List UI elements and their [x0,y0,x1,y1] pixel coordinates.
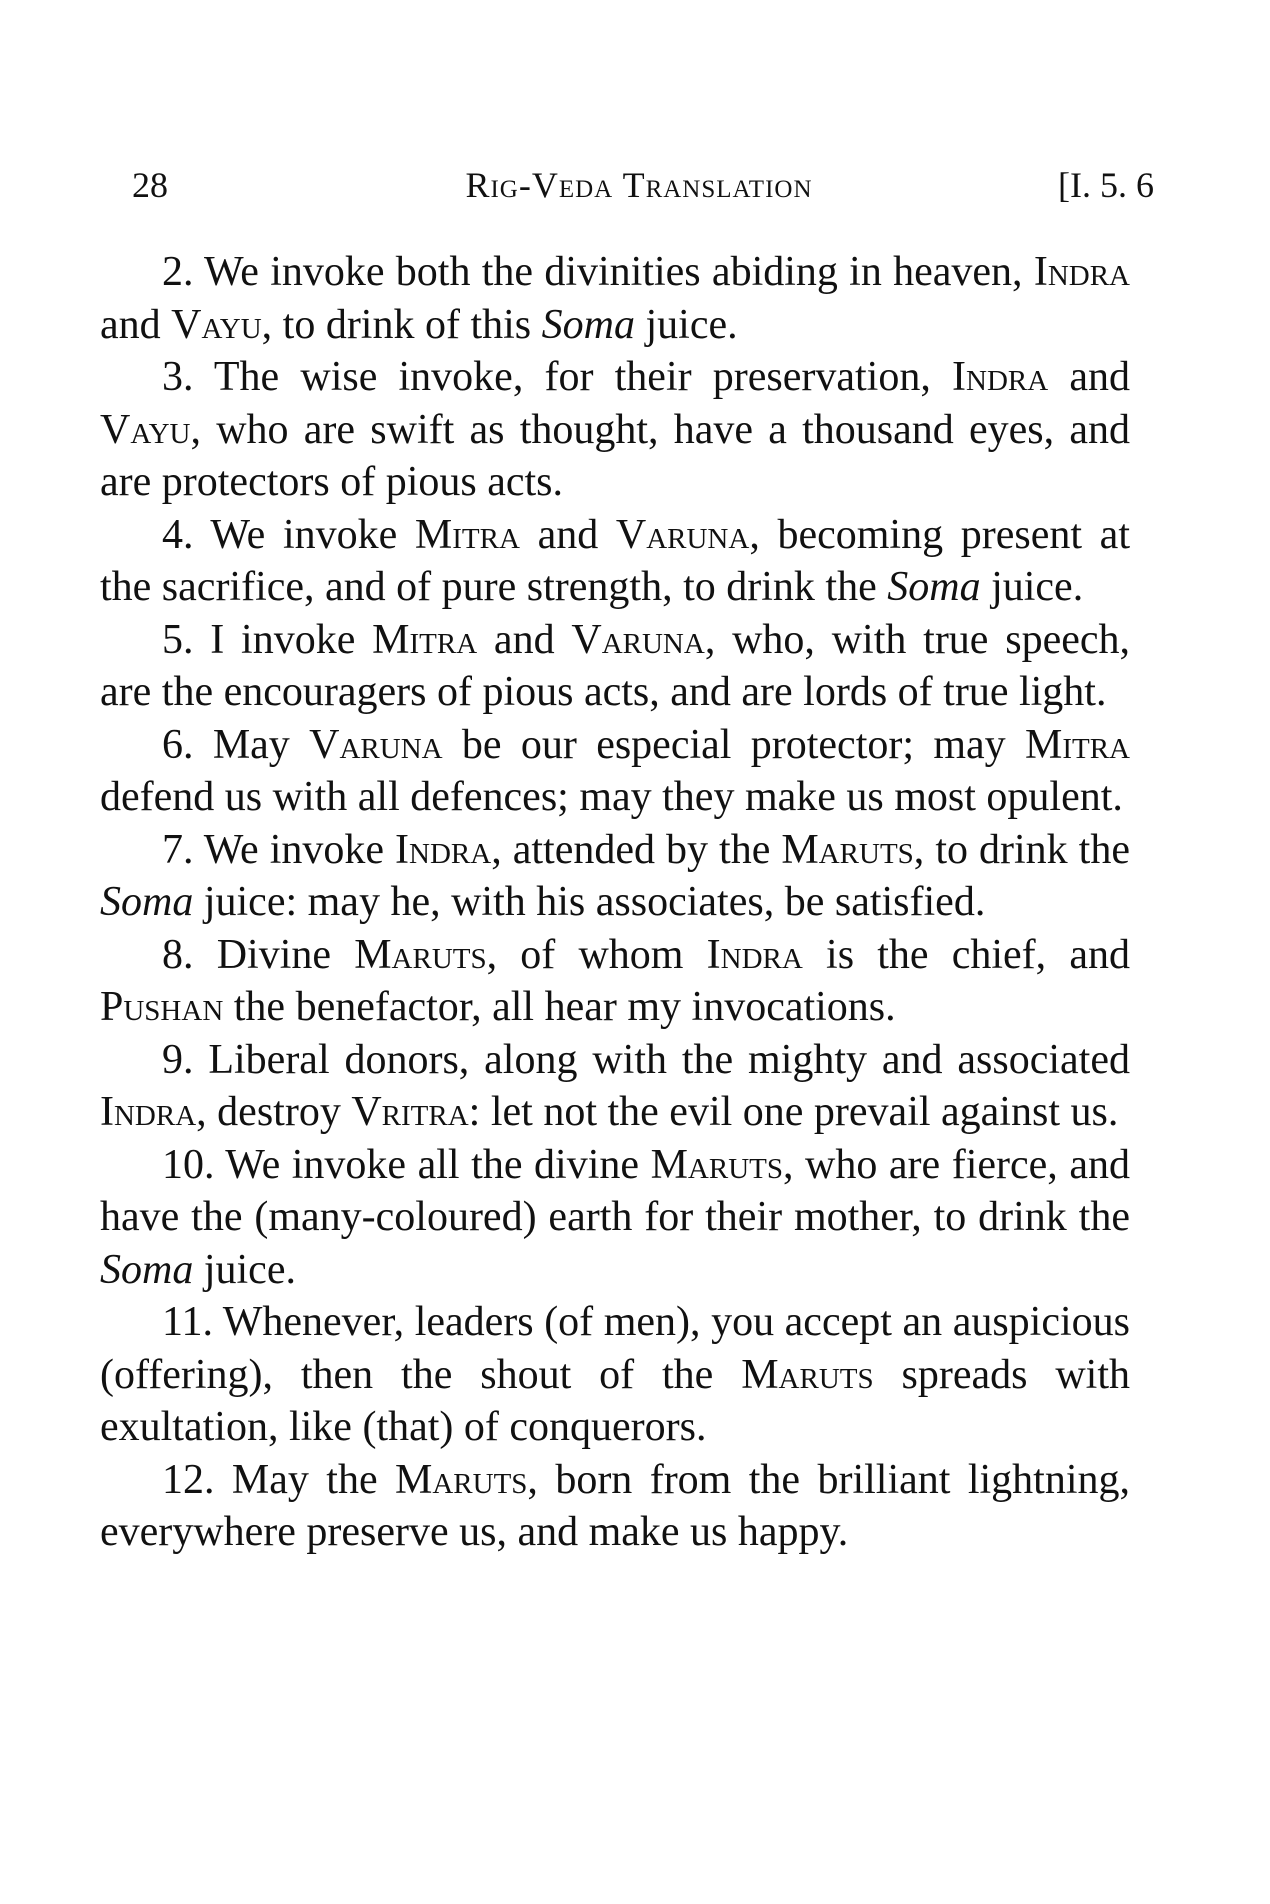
verse-paragraph [100,614,1130,719]
verse-text: 4. We invoke [162,511,415,558]
verse-text: , attended by the [491,826,782,873]
verse-text: 2. We invoke both the divinities abiding in heaven, [162,249,1034,295]
verse-paragraph [100,246,1130,351]
verse-text: , becoming present at the sacrifice, and of pure strength, to drink the [100,511,1130,610]
verse-text: , to drink the [913,826,1130,873]
verse-text: juice. [193,1246,296,1293]
verse-text: : let not the evil one prevail against us. [468,1089,1119,1135]
verse-text: 9. Liberal donors, along with the mighty and associated [162,1036,1130,1083]
deity-name: Mitra [1024,721,1130,768]
page-number: 28 [132,165,168,205]
verse-paragraph [100,1454,1130,1559]
verse-paragraph [100,509,1130,614]
verse-text: 6. May [162,721,310,768]
deity-name: Vritra [351,1089,469,1135]
deity-name: Maruts [354,931,487,978]
verse-paragraph [100,1296,1130,1454]
verse-text: and [100,301,172,348]
italic-term: Soma [887,564,981,610]
verse-text: and [1048,354,1130,400]
verse-paragraph [100,351,1130,509]
verse-text: be our especial protector; may [442,721,1025,768]
verse-text: 10. We invoke all the divine [162,1141,651,1188]
deity-name: Vayu [171,301,262,348]
section-reference: [I. 5. 6 [1058,165,1154,205]
verse-paragraph [100,1139,1130,1297]
deity-name: Indra [100,1089,197,1135]
italic-term: Soma [100,1246,194,1293]
verse-text: , destroy [196,1089,352,1135]
verse-text: and [477,616,572,663]
deity-name: Pushan [100,984,224,1030]
verse-text: juice: may he, with his associates, be satisfied. [193,879,986,925]
verse-text: and [519,511,616,558]
verse-text: , who are fierce, and have the (many-coloured) earth for their mother, to drink the [100,1141,1130,1240]
verse-text: 7. We invoke [162,826,396,873]
deity-name: Maruts [650,1141,783,1188]
verse-text: , born from the brilliant lightning, everywhere preserve us, and make us happy. [100,1456,1131,1555]
deity-name: Vayu [100,406,191,453]
verse-text: 8. Divine [162,931,355,978]
verse-text: spreads with exultation, like (that) of conquerors. [100,1351,1130,1450]
verse-text: is the chief, and [802,931,1130,978]
verse-text: , of whom [486,931,707,978]
verse-text: juice. [635,301,738,348]
verse-text: 5. I invoke [162,616,373,663]
verse-paragraph [100,929,1130,1034]
verse-text: 12. May the [162,1456,395,1503]
verse-paragraph [100,824,1130,929]
deity-name: Maruts [741,1351,874,1398]
deity-name: Indra [1033,249,1130,295]
verse-text: , who, with true speech, are the encouragers of pious acts, and are lords of true light. [100,616,1130,715]
verse-text: , who are swift as thought, have a thousand eyes, and are protectors of pious acts. [100,406,1130,505]
verse-paragraph [100,719,1130,824]
italic-term: Soma [541,301,635,348]
verse-text: 3. The wise invoke, for their preservation, [162,354,953,400]
deity-name: Mitra [372,616,478,663]
deity-name: Maruts [395,1456,528,1503]
italic-term: Soma [100,879,194,925]
verse-text: juice. [980,564,1084,610]
verse-text: defend us with all defences; may they make us most opulent. [100,774,1123,820]
deity-name: Mitra [414,511,520,558]
verse-text: 11. Whenever, leaders (of men), you accept an auspicious (offering), then the shout of the [100,1299,1130,1398]
deity-name: Varuna [615,511,750,558]
deity-name: Indra [706,931,803,978]
running-title: Rig-Veda Translation [465,165,813,205]
verse-text: the benefactor, all hear my invocations. [223,984,896,1030]
verse-text: , to drink of this [261,301,542,348]
verse-text-block [100,246,1130,1559]
deity-name: Varuna [309,721,443,768]
verse-paragraph [100,1034,1130,1139]
deity-name: Indra [395,826,492,873]
deity-name: Varuna [571,616,705,663]
deity-name: Indra [952,354,1049,400]
running-head [124,160,1154,210]
deity-name: Maruts [781,826,914,873]
